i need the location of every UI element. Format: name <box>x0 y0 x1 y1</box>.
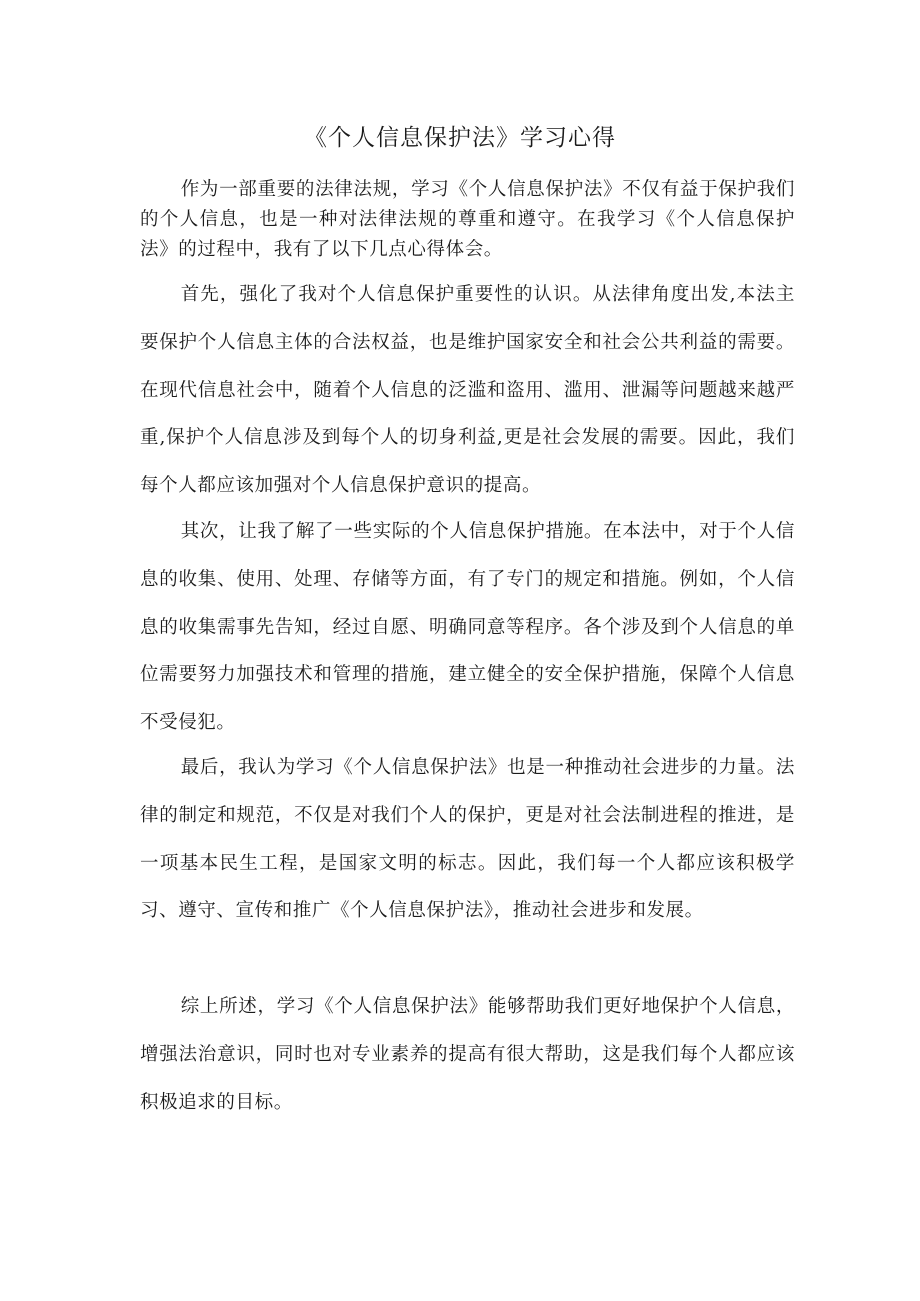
paragraph-second-point: 其次，让我了解了一些实际的个人信息保护措施。在本法中，对于个人信息的收集、使用、处理、存储等方面，有了专门的规定和措施。例如，个人信息的收集需事先告知，经过自愿、明确同意等程序。各个涉及到个人信息的单位需要努力加强技术和管理的措施，建立健全的安全保护措施，保障个人信息不受侵犯。 <box>140 521 795 734</box>
document-title: 《个人信息保护法》学习心得 <box>304 125 616 151</box>
paragraph-conclusion: 综上所述，学习《个人信息保护法》能够帮助我们更好地保护个人信息，增强法治意识，同时也对专业素养的提高有很大帮助，这是我们每个人都应该积极追求的目标。 <box>140 996 795 1113</box>
paragraph-intro: 作为一部重要的法律法规，学习《个人信息保护法》不仅有益于保护我们的个人信息，也是一种对法律法规的尊重和遵守。在我学习《个人信息保护法》的过程中，我有了以下几点心得体会。 <box>140 179 795 260</box>
paragraph-first-point: 首先，强化了我对个人信息保护重要性的认识。从法律角度出发,本法主要保护个人信息主体的合法权益，也是维护国家安全和社会公共利益的需要。在现代信息社会中，随着个人信息的泛滥和盗用、滥用、泄漏等问题越来越严重,保护个人信息涉及到每个人的切身利益,更是社会发展的需要。因此，我们每个人都应该加强对个人信息保护意识的提高。 <box>140 284 795 497</box>
paragraph-third-point: 最后，我认为学习《个人信息保护法》也是一种推动社会进步的力量。法律的制定和规范，不仅是对我们个人的保护，更是对社会法制进程的推进，是一项基本民生工程，是国家文明的标志。因此，我们每一个人都应该积极学习、遵守、宣传和推广《个人信息保护法》，推动社会进步和发展。 <box>140 757 795 922</box>
